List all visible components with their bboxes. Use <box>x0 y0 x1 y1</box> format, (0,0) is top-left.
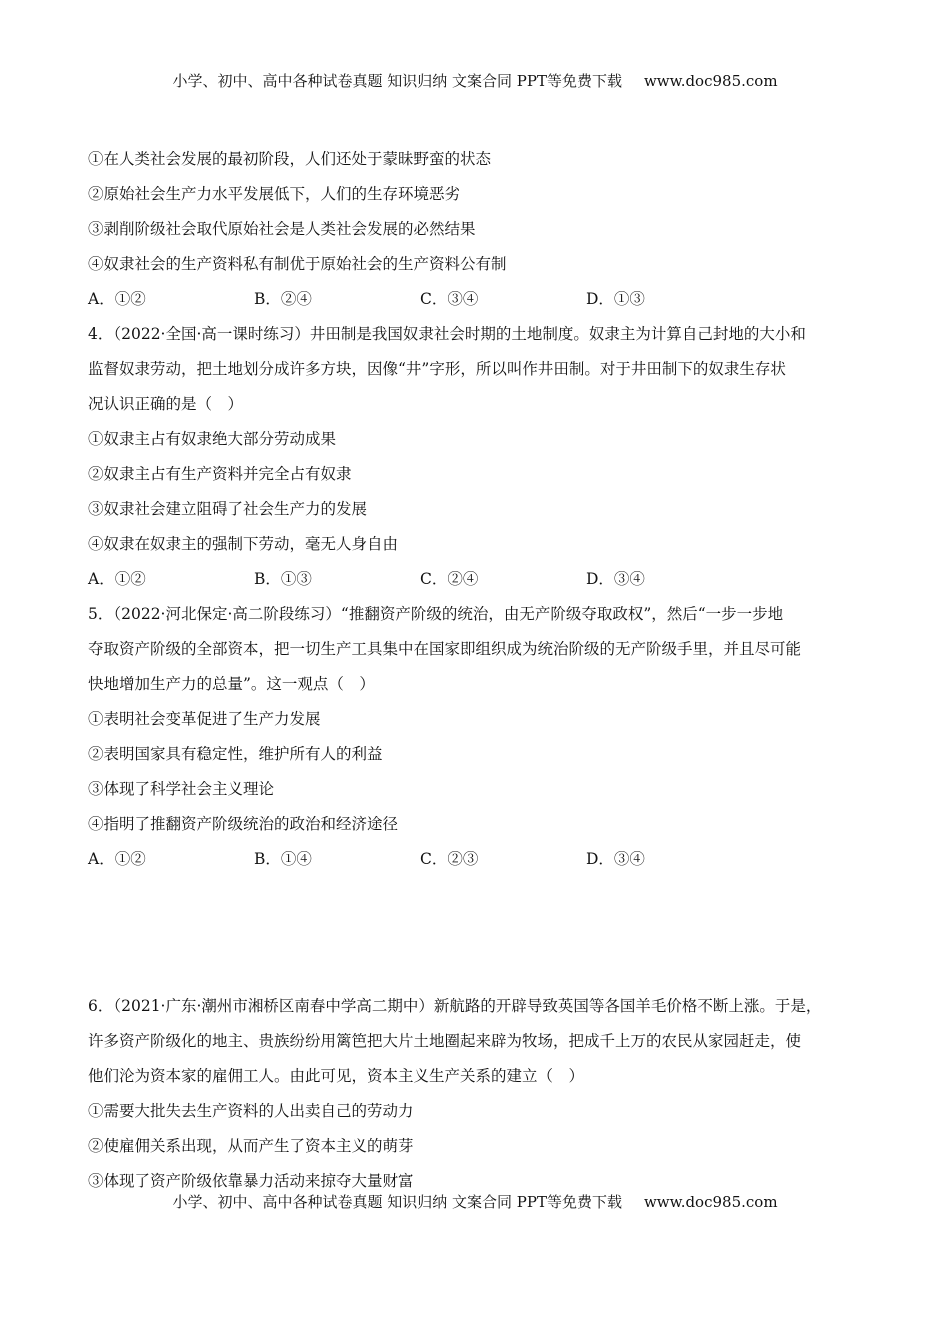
q5-option-b: B．①④ <box>254 850 312 868</box>
header-banner <box>0 70 950 91</box>
spacer <box>88 877 866 989</box>
q4-option-b: B．①③ <box>254 570 312 588</box>
q5-option-a: A．①② <box>88 850 146 868</box>
q4-item-3: ③奴隶社会建立阻碍了社会生产力的发展 <box>88 500 368 518</box>
q3-options <box>88 282 866 317</box>
q4-stem-line-1: 4．（2022·全国·高一课时练习）井田制是我国奴隶社会时期的土地制度。奴隶主为计算自己封地的大小和 <box>88 325 806 343</box>
q5-stem-line-3: 快地增加生产力的总量”。这一观点（ ） <box>88 675 375 693</box>
q3-option-c: C．③④ <box>420 290 479 308</box>
q5-item-2: ②表明国家具有稳定性，维护所有人的利益 <box>88 745 383 763</box>
q3-item-3: ③剥削阶级社会取代原始社会是人类社会发展的必然结果 <box>88 220 476 238</box>
footer-banner-site: www.doc985.com <box>643 1193 778 1211</box>
question-3-items <box>88 142 866 282</box>
document-body <box>88 142 866 1199</box>
q5-options <box>88 842 866 877</box>
question-5 <box>88 597 866 877</box>
q6-stem-line-3: 他们沦为资本家的雇佣工人。由此可见，资本主义生产关系的建立（ ） <box>88 1067 585 1085</box>
q6-stem-line-2: 许多资产阶级化的地主、贵族纷纷用篱笆把大片土地圈起来辟为牧场，把成千上万的农民从家园赶走，使 <box>88 1032 802 1050</box>
q4-stem-line-2: 监督奴隶劳动，把土地划分成许多方块，因像“井”字形，所以叫作井田制。对于井田制下的奴隶生存状 <box>88 360 786 378</box>
question-6 <box>88 989 866 1199</box>
q6-stem-line-1: 6．（2021·广东·潮州市湘桥区南春中学高二期中）新航路的开辟导致英国等各国羊毛价格不断上涨。于是， <box>88 997 822 1015</box>
q5-item-4: ④指明了推翻资产阶级统治的政治和经济途径 <box>88 815 399 833</box>
q3-item-4: ④奴隶社会的生产资料私有制优于原始社会的生产资料公有制 <box>88 255 507 273</box>
q4-options <box>88 562 866 597</box>
q4-item-2: ②奴隶主占有生产资料并完全占有奴隶 <box>88 465 352 483</box>
q5-item-1: ①表明社会变革促进了生产力发展 <box>88 710 321 728</box>
q4-item-1: ①奴隶主占有奴隶绝大部分劳动成果 <box>88 430 337 448</box>
banner-site: www.doc985.com <box>643 72 778 90</box>
q6-item-2: ②使雇佣关系出现，从而产生了资本主义的萌芽 <box>88 1137 414 1155</box>
q5-stem-line-1: 5．（2022·河北保定·高二阶段练习）“推翻资产阶级的统治，由无产阶级夺取政权”，然后“一步一步地 <box>88 605 784 623</box>
footer-banner-text: 小学、初中、高中各种试卷真题 知识归纳 文案合同 PPT等免费下载 <box>172 1193 622 1211</box>
q5-option-d: D．③④ <box>586 850 645 868</box>
q3-item-1: ①在人类社会发展的最初阶段，人们还处于蒙昧野蛮的状态 <box>88 150 492 168</box>
q4-item-4: ④奴隶在奴隶主的强制下劳动，毫无人身自由 <box>88 535 399 553</box>
q4-option-a: A．①② <box>88 570 146 588</box>
question-4 <box>88 317 866 597</box>
q3-option-b: B．②④ <box>254 290 312 308</box>
q5-item-3: ③体现了科学社会主义理论 <box>88 780 275 798</box>
q3-item-2: ②原始社会生产力水平发展低下，人们的生存环境恶劣 <box>88 185 461 203</box>
q3-option-d: D．①③ <box>586 290 645 308</box>
q4-option-c: C．②④ <box>420 570 479 588</box>
q5-stem-line-2: 夺取资产阶级的全部资本，把一切生产工具集中在国家即组织成为统治阶级的无产阶级手里，并且尽可能 <box>88 640 802 658</box>
footer-banner <box>0 1191 950 1212</box>
q4-option-d: D．③④ <box>586 570 645 588</box>
q4-stem-line-3: 况认识正确的是（ ） <box>88 395 244 413</box>
q6-item-3: ③体现了资产阶级依靠暴力活动来掠夺大量财富 <box>88 1172 414 1190</box>
q6-item-1: ①需要大批失去生产资料的人出卖自己的劳动力 <box>88 1102 414 1120</box>
banner-text: 小学、初中、高中各种试卷真题 知识归纳 文案合同 PPT等免费下载 <box>172 72 622 90</box>
q5-option-c: C．②③ <box>420 850 479 868</box>
q3-option-a: A．①② <box>88 290 146 308</box>
